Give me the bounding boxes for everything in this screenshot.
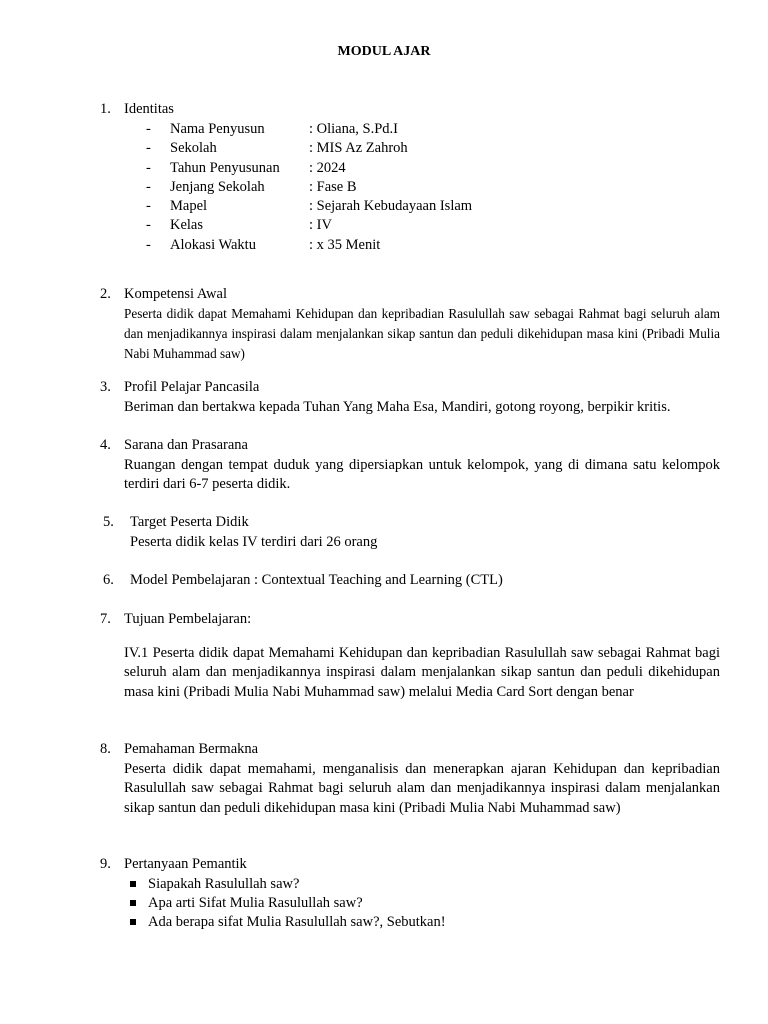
identity-label: Nama Penyusun [170, 121, 265, 137]
section-title: Pemahaman Bermakna [124, 741, 259, 757]
identity-value: : Fase B [309, 179, 357, 195]
dash-marker: - [146, 140, 151, 156]
section-number: 1. [100, 101, 111, 117]
section-body: Ruangan dengan tempat duduk yang dipersiapkan untuk kelompok, yang di dimana satu kelompok terdiri dari 6-7 peserta didik. [124, 457, 720, 493]
identity-value: : IV [309, 217, 332, 233]
bullet-square-icon [130, 900, 136, 906]
section-number: 6. [103, 572, 114, 588]
identity-value: : MIS Az Zahroh [309, 140, 408, 156]
section-body: Peserta didik dapat Memahami Kehidupan dan kepribadian Rasulullah saw sebagai Rahmat bagi seluruh alam dan menjadikannya inspirasi dalam menjalankan sikap santun dan peduli dikehidupan masa kini (Pribadi Mulia Nabi Muhammad saw) [124, 306, 720, 361]
section-title: Profil Pelajar Pancasila [124, 379, 260, 395]
identity-label: Sekolah [170, 140, 217, 156]
section-number: 5. [103, 514, 114, 530]
identity-label: Tahun Penyusunan [170, 160, 280, 176]
list-item-text: Apa arti Sifat Mulia Rasulullah saw? [148, 895, 363, 911]
dash-marker: - [146, 237, 151, 253]
section-body: Beriman dan bertakwa kepada Tuhan Yang Maha Esa, Mandiri, gotong royong, berpikir kritis. [124, 399, 671, 415]
section-title: Tujuan Pembelajaran: [124, 611, 252, 627]
identity-label: Mapel [170, 198, 208, 214]
bullet-square-icon [130, 881, 136, 887]
section-number: 7. [100, 611, 111, 627]
identity-value: : Sejarah Kebudayaan Islam [309, 198, 473, 214]
section-title: Kompetensi Awal [124, 286, 227, 302]
section-number: 9. [100, 856, 111, 872]
section-number: 4. [100, 437, 111, 453]
dash-marker: - [146, 160, 151, 176]
section-title: Sarana dan Prasarana [124, 437, 248, 453]
identity-label: Alokasi Waktu [170, 237, 256, 253]
identity-value: : Oliana, S.Pd.I [309, 121, 399, 137]
section-number: 3. [100, 379, 111, 395]
bullet-square-icon [130, 919, 136, 925]
list-item-text: Ada berapa sifat Mulia Rasulullah saw?, Sebutkan! [148, 914, 446, 930]
dash-marker: - [146, 217, 151, 233]
section-title: Identitas [124, 101, 174, 117]
dash-marker: - [146, 179, 151, 195]
section-number: 8. [100, 741, 111, 757]
identity-value: : 2024 [309, 160, 346, 176]
section-body: Peserta didik kelas IV terdiri dari 26 orang [130, 534, 378, 550]
section-title: Pertanyaan Pemantik [124, 856, 247, 872]
section-body: IV.1 Peserta didik dapat Memahami Kehidupan dan kepribadian Rasulullah saw sebagai Rahmat bagi seluruh alam dan menjadikannya inspirasi dalam menjalankan sikap santun dan peduli dikehidupan masa kini (Pribadi Mulia Nabi Muhammad saw) melalui Media Card Sort dengan benar [124, 645, 720, 700]
document-title: MODUL AJAR [337, 44, 431, 59]
identity-label: Jenjang Sekolah [170, 179, 265, 195]
section-title: Target Peserta Didik [130, 514, 249, 530]
section-title: Model Pembelajaran : Contextual Teaching and Learning (CTL) [130, 572, 503, 588]
section-number: 2. [100, 286, 111, 302]
dash-marker: - [146, 121, 151, 137]
dash-marker: - [146, 198, 151, 214]
identity-label: Kelas [170, 217, 204, 233]
identity-value: : x 35 Menit [309, 237, 381, 253]
section-body: Peserta didik dapat memahami, menganalisis dan menerapkan ajaran Kehidupan dan kepribadian Rasulullah saw sebagai Rahmat bagi seluruh alam dan menjadikannya inspirasi dalam menjalankan sikap santun dan peduli dikehidupan masa kini (Pribadi Mulia Nabi Muhammad saw) [124, 761, 720, 816]
list-item-text: Siapakah Rasulullah saw? [148, 876, 300, 892]
